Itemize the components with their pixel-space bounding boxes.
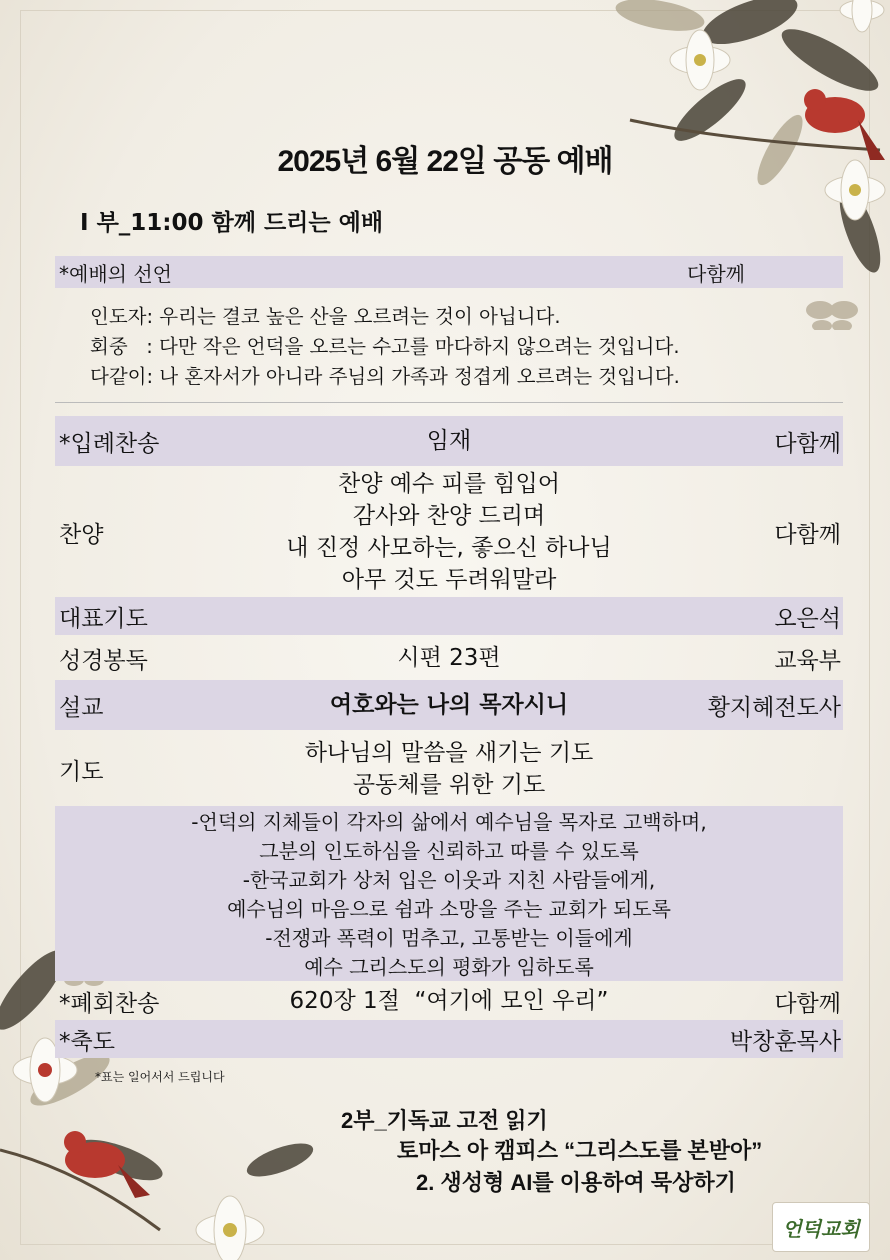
sermon-title: 여호와는 나의 목자시니 bbox=[329, 692, 569, 718]
intercession-lines bbox=[55, 737, 843, 801]
responsive-reading bbox=[90, 302, 680, 392]
row-declaration bbox=[55, 256, 843, 288]
declaration-label: *예배의 선언 bbox=[59, 261, 172, 286]
sermon-label: 설교 bbox=[59, 694, 104, 721]
prayer-points bbox=[55, 806, 843, 981]
praise-song: 내 진정 사모하는, 좋으신 하나님 bbox=[286, 535, 612, 561]
responsive-line: 인도자: 우리는 결코 높은 산을 오르려는 것이 아닙니다. bbox=[90, 305, 561, 328]
benediction-label: *축도 bbox=[59, 1028, 115, 1055]
intercession-label: 기도 bbox=[59, 758, 104, 785]
part2-book: 토마스 아 캠피스 “그리스도를 본받아” bbox=[397, 1138, 763, 1163]
closing-hymn-title: 620장 1절 “여기에 모인 우리” bbox=[289, 988, 609, 1014]
reading-label: 성경봉독 bbox=[59, 647, 148, 674]
standing-note: *표는 일어서서 드립니다 bbox=[95, 1070, 225, 1084]
row-intercession bbox=[55, 736, 843, 802]
praise-label: 찬양 bbox=[59, 521, 104, 548]
entrance-label: *입례찬송 bbox=[59, 430, 160, 457]
responsive-line: 회중 : 다만 작은 언덕을 오르는 수고를 마다하지 않으려는 것입니다. bbox=[90, 335, 680, 358]
closing-label: *폐회찬송 bbox=[59, 990, 160, 1017]
sermon-who: 황지혜전도사 bbox=[707, 694, 841, 721]
prayer-point: -언덕의 지체들이 각자의 삶에서 예수님을 목자로 고백하며, bbox=[191, 810, 707, 834]
prayer-point: 예수 그리스도의 평화가 임하도록 bbox=[304, 955, 594, 979]
prayer-who: 오은석 bbox=[774, 605, 841, 632]
reading-who: 교육부 bbox=[774, 647, 841, 674]
part2-heading: 2부_기독교 고전 읽기 bbox=[341, 1108, 548, 1133]
reading-passage: 시편 23편 bbox=[397, 645, 501, 671]
praise-song: 찬양 예수 피를 힘입어 bbox=[338, 471, 560, 497]
prayer-label: 대표기도 bbox=[59, 605, 148, 632]
prayer-point: 그분의 인도하심을 신뢰하고 따를 수 있도록 bbox=[259, 839, 639, 863]
praise-who: 다함께 bbox=[774, 521, 841, 548]
row-scripture-reading bbox=[55, 637, 843, 679]
part1-heading: I 부_11:00 함께 드리는 예배 bbox=[80, 210, 384, 236]
intercession-line: 하나님의 말씀을 새기는 기도 bbox=[304, 740, 594, 766]
praise-songs bbox=[55, 468, 843, 596]
entrance-who: 다함께 bbox=[774, 430, 841, 457]
row-closing-hymn bbox=[55, 982, 843, 1020]
part2-topic: 2. 생성형 AI를 이용하여 묵상하기 bbox=[416, 1170, 736, 1195]
responsive-line: 다같이: 나 혼자서가 아니라 주님의 가족과 정겹게 오르려는 것입니다. bbox=[90, 365, 680, 388]
benediction-who: 박창훈목사 bbox=[729, 1028, 841, 1055]
prayer-point: -한국교회가 상처 입은 이웃과 지친 사람들에게, bbox=[242, 868, 656, 892]
prayer-point: 예수님의 마음으로 쉼과 소망을 주는 교회가 되도록 bbox=[227, 897, 671, 921]
praise-song: 감사와 찬양 드리며 bbox=[352, 503, 546, 529]
row-entrance-hymn bbox=[55, 416, 843, 466]
row-sermon bbox=[55, 680, 843, 730]
declaration-who: 다함께 bbox=[687, 261, 745, 286]
page-title: 2025년 6월 22일 공동 예배 bbox=[277, 145, 613, 178]
closing-who: 다함께 bbox=[774, 990, 841, 1017]
divider bbox=[55, 402, 843, 403]
intercession-line: 공동체를 위한 기도 bbox=[352, 772, 546, 798]
church-logo-text: 언덕교회 bbox=[782, 1217, 860, 1241]
church-logo bbox=[772, 1202, 870, 1252]
prayer-point: -전쟁과 폭력이 멈추고, 고통받는 이들에게 bbox=[265, 926, 633, 950]
row-benediction bbox=[55, 1020, 843, 1058]
entrance-hymn-title: 임재 bbox=[426, 428, 472, 454]
row-representative-prayer bbox=[55, 597, 843, 635]
praise-song: 아무 것도 두려워말라 bbox=[341, 567, 557, 593]
row-praise bbox=[55, 468, 843, 596]
